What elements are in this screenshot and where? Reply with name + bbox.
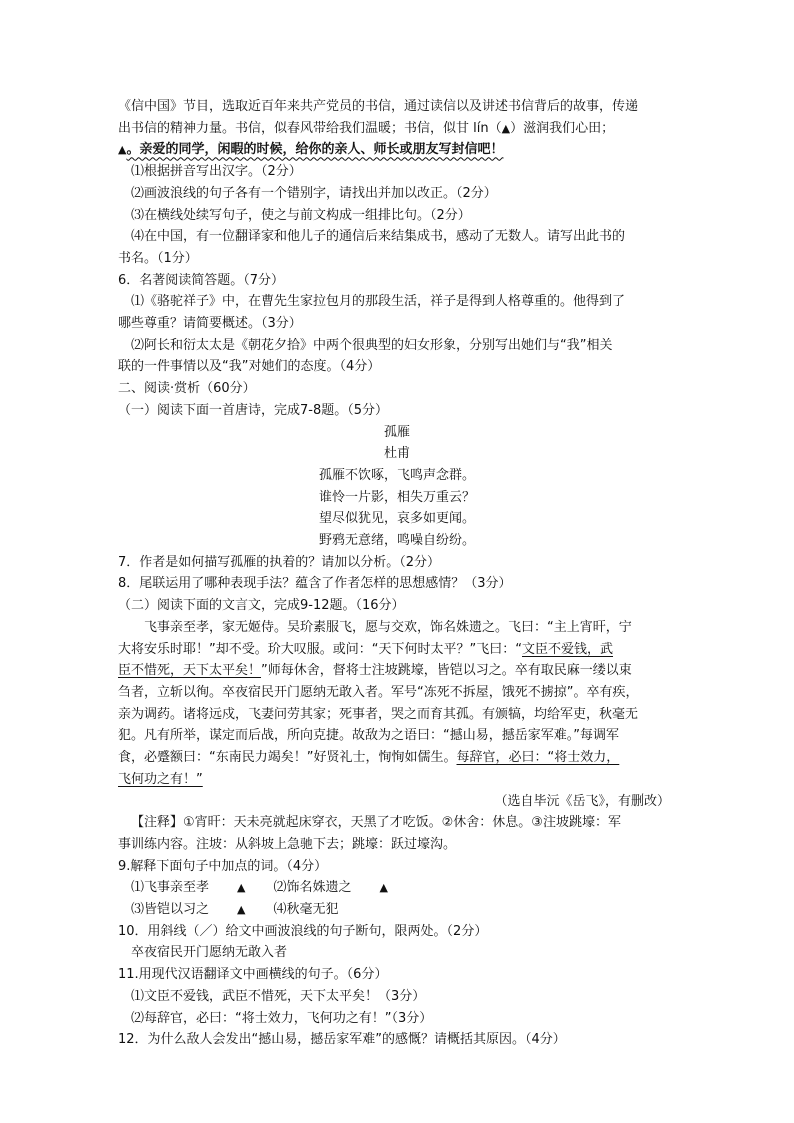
note-line: 【注释】①宵旰：天未亮就起床穿衣，天黑了才吃饭。②休舍：休息。③注坡跳壕：军: [131, 815, 621, 831]
underlined-sentence: 臣不惜死，天下太平矣！: [118, 663, 262, 679]
q6-part-a: ⑴《骆驼祥子》中，在曹先生家拉包月的那段生活，祥子是得到人格尊重的。他得到了: [131, 294, 626, 310]
q9-item: ⑷秋毫无犯: [273, 902, 339, 918]
poem-author: 杜甫: [383, 446, 410, 462]
section-heading: 二、阅读·赏析（60分）: [118, 381, 256, 397]
exam-page: [118, 96, 676, 1051]
q10-title: 10．用斜线（／）给文中画波浪线的句子断句，限两处。（2分）: [118, 923, 488, 939]
q11-item: ⑵每辞官，必曰：“将士效力，飞何功之有！”（3分）: [131, 1010, 433, 1026]
q11-item: ⑴文臣不爱钱，武臣不惜死，天下太平矣！（3分）: [131, 988, 426, 1004]
blank-triangle-marker: ▲: [118, 143, 127, 157]
q8: 8．尾联运用了哪种表现手法？蕴含了作者怎样的思想感情？（3分）: [118, 576, 512, 592]
note-line: 事训练内容。注坡：从斜坡上急驰下去；跳壕：跃过壕沟。: [118, 836, 457, 852]
prose-line: [118, 660, 676, 682]
q9-item: ⑴飞事亲至孝: [131, 880, 210, 896]
q5-item: ⑷在中国，有一位翻译家和他儿子的通信后来结集成书，感动了无数人。请写出此书的: [131, 229, 626, 245]
q6-part-b-cont: 联的一件事情以及“我”对她们的态度。（4分）: [118, 359, 381, 375]
underlined-sentence: 飞何功之有！”: [118, 771, 203, 787]
poem-line: 谁怜一片影，相失万重云？: [318, 489, 475, 505]
prose-text: 食，必蹙额曰：: [118, 750, 210, 766]
prose-line: [118, 682, 676, 704]
q9-row: [118, 877, 676, 899]
prose-text: 犯。凡有所举，谋定而后战，所向克捷。故敌为之语曰：“撼山易，撼岳家军难。”: [118, 728, 580, 744]
intro-text: 。亲爱的同学，闲暇的时候，给你的亲人、师长或朋友写封信吧！: [126, 142, 504, 158]
intro-line-2: [118, 118, 676, 140]
prose-line: [118, 747, 676, 769]
intro-line-1: 《信中国》节目，选取近百年来共产党员的书信，通过读信以及讲述书信背后的故事，传递: [118, 99, 639, 114]
poem-line: 望尽似犹见，哀多如更闻。: [318, 511, 475, 527]
q9-item: ⑶皆铠以习之: [131, 902, 210, 918]
prose-text: ”师每休舍，督将士注坡跳壕，皆铠以习之。卒有取民麻一缕以束: [261, 663, 632, 679]
q7: 7．作者是如何描写孤雁的执着的？请加以分析。（2分）: [118, 554, 441, 570]
prose-text: 飞事亲至孝，家无姬侍。吴玠素服飞，愿与交欢，饰名姝遗之。飞曰：: [144, 619, 548, 635]
blank-triangle-marker: ▲: [237, 881, 246, 895]
q10-sentence: 卒夜宿民开门愿纳无敢入者: [131, 945, 288, 961]
q5-item: 书名。（1分）: [118, 250, 198, 266]
poem-title: 孤雁: [383, 424, 410, 440]
q9-item: ⑵饰名姝遗之: [273, 880, 352, 896]
underlined-sentence: 每辞官，必曰：“将士效力，: [456, 750, 620, 766]
prose-text: 每调军: [579, 728, 619, 744]
prose-text: 飞曰：“: [476, 641, 522, 657]
poem-intro: （一）阅读下面一首唐诗，完成7-8题。（5分）: [118, 402, 389, 418]
q5-item: ⑵画波浪线的句子各有一个错别字，请找出并加以改正。（2分）: [131, 185, 497, 201]
q12: 12．为什么敌人会发出“撼山易，撼岳家军难”的感慨？请概括其原因。（4分）: [118, 1032, 566, 1048]
intro-line-3: [118, 139, 676, 161]
prose-text: 。卒有疾，: [573, 684, 639, 700]
prose-quote: “冻死不拆屋，饿死不掳掠”: [417, 684, 574, 700]
prose-line: [118, 769, 676, 791]
prose-line: [118, 617, 676, 639]
poem-line: 孤雁不饮啄，飞鸣声念群。: [318, 467, 475, 483]
q6-part-a-cont: 哪些尊重？请简要概述。（3分）: [118, 316, 302, 332]
poem-line: 野鸦无意绪，鸣噪自纷纷。: [318, 533, 475, 549]
intro-text: ）滋润我们心田；: [510, 120, 615, 136]
q11-title: 11.用现代汉语翻译文中画横线的句子。（6分）: [118, 967, 388, 983]
wavy-sentence: 卒夜宿民开门愿纳无敢入者: [222, 684, 379, 700]
prose-intro: （二）阅读下面的文言文，完成9-12题。（16分）: [118, 598, 405, 614]
q6-title: 6．名著阅读简答题。（7分）: [118, 272, 285, 288]
q9-row: [118, 899, 676, 921]
prose-source: （选自毕沅《岳飞》，有删改）: [494, 793, 670, 809]
prose-text: 。军号: [378, 684, 418, 700]
q6-part-b: ⑵阿长和衍太太是《朝花夕拾》中两个很典型的妇女形象，分别写出她们与“我”相关: [131, 337, 613, 353]
q9-title: 9.解释下面句子中加点的词。（4分）: [118, 858, 328, 874]
prose-quote: “主上宵旰，宁: [547, 619, 632, 635]
intro-text: 出书信的精神力量。书信，似春风带给我们温暖；书信，似甘 lín（: [118, 120, 502, 136]
prose-text: ”却不受。玠大叹服。或问：: [209, 641, 372, 657]
prose-text: 刍者，立斩以徇。: [118, 684, 223, 700]
underlined-sentence: 文臣不爱钱，武: [522, 641, 614, 657]
prose-quote: “天下何时太平？”: [371, 641, 477, 657]
prose-line: [118, 639, 676, 661]
blank-triangle-marker: ▲: [237, 903, 246, 917]
blank-triangle-marker: ▲: [379, 881, 388, 895]
q5-item: ⑴根据拼音写出汉字。（2分）: [131, 164, 302, 180]
prose-text: 大将安乐时耶！: [118, 641, 210, 657]
blank-triangle-marker: ▲: [501, 121, 511, 135]
prose-line: 亲为调药。诸将远戍，飞妻问劳其家；死事者，哭之而育其孤。有颁犒，均给军吏，秋毫无: [118, 706, 639, 722]
prose-line: [118, 725, 676, 747]
q5-item: ⑶在横线处续写句子，使之与前文构成一组排比句。（2分）: [131, 207, 471, 223]
prose-text: 好贤礼士，恂恂如儒生。: [313, 750, 457, 766]
prose-quote: “东南民力竭矣！”: [209, 750, 314, 766]
